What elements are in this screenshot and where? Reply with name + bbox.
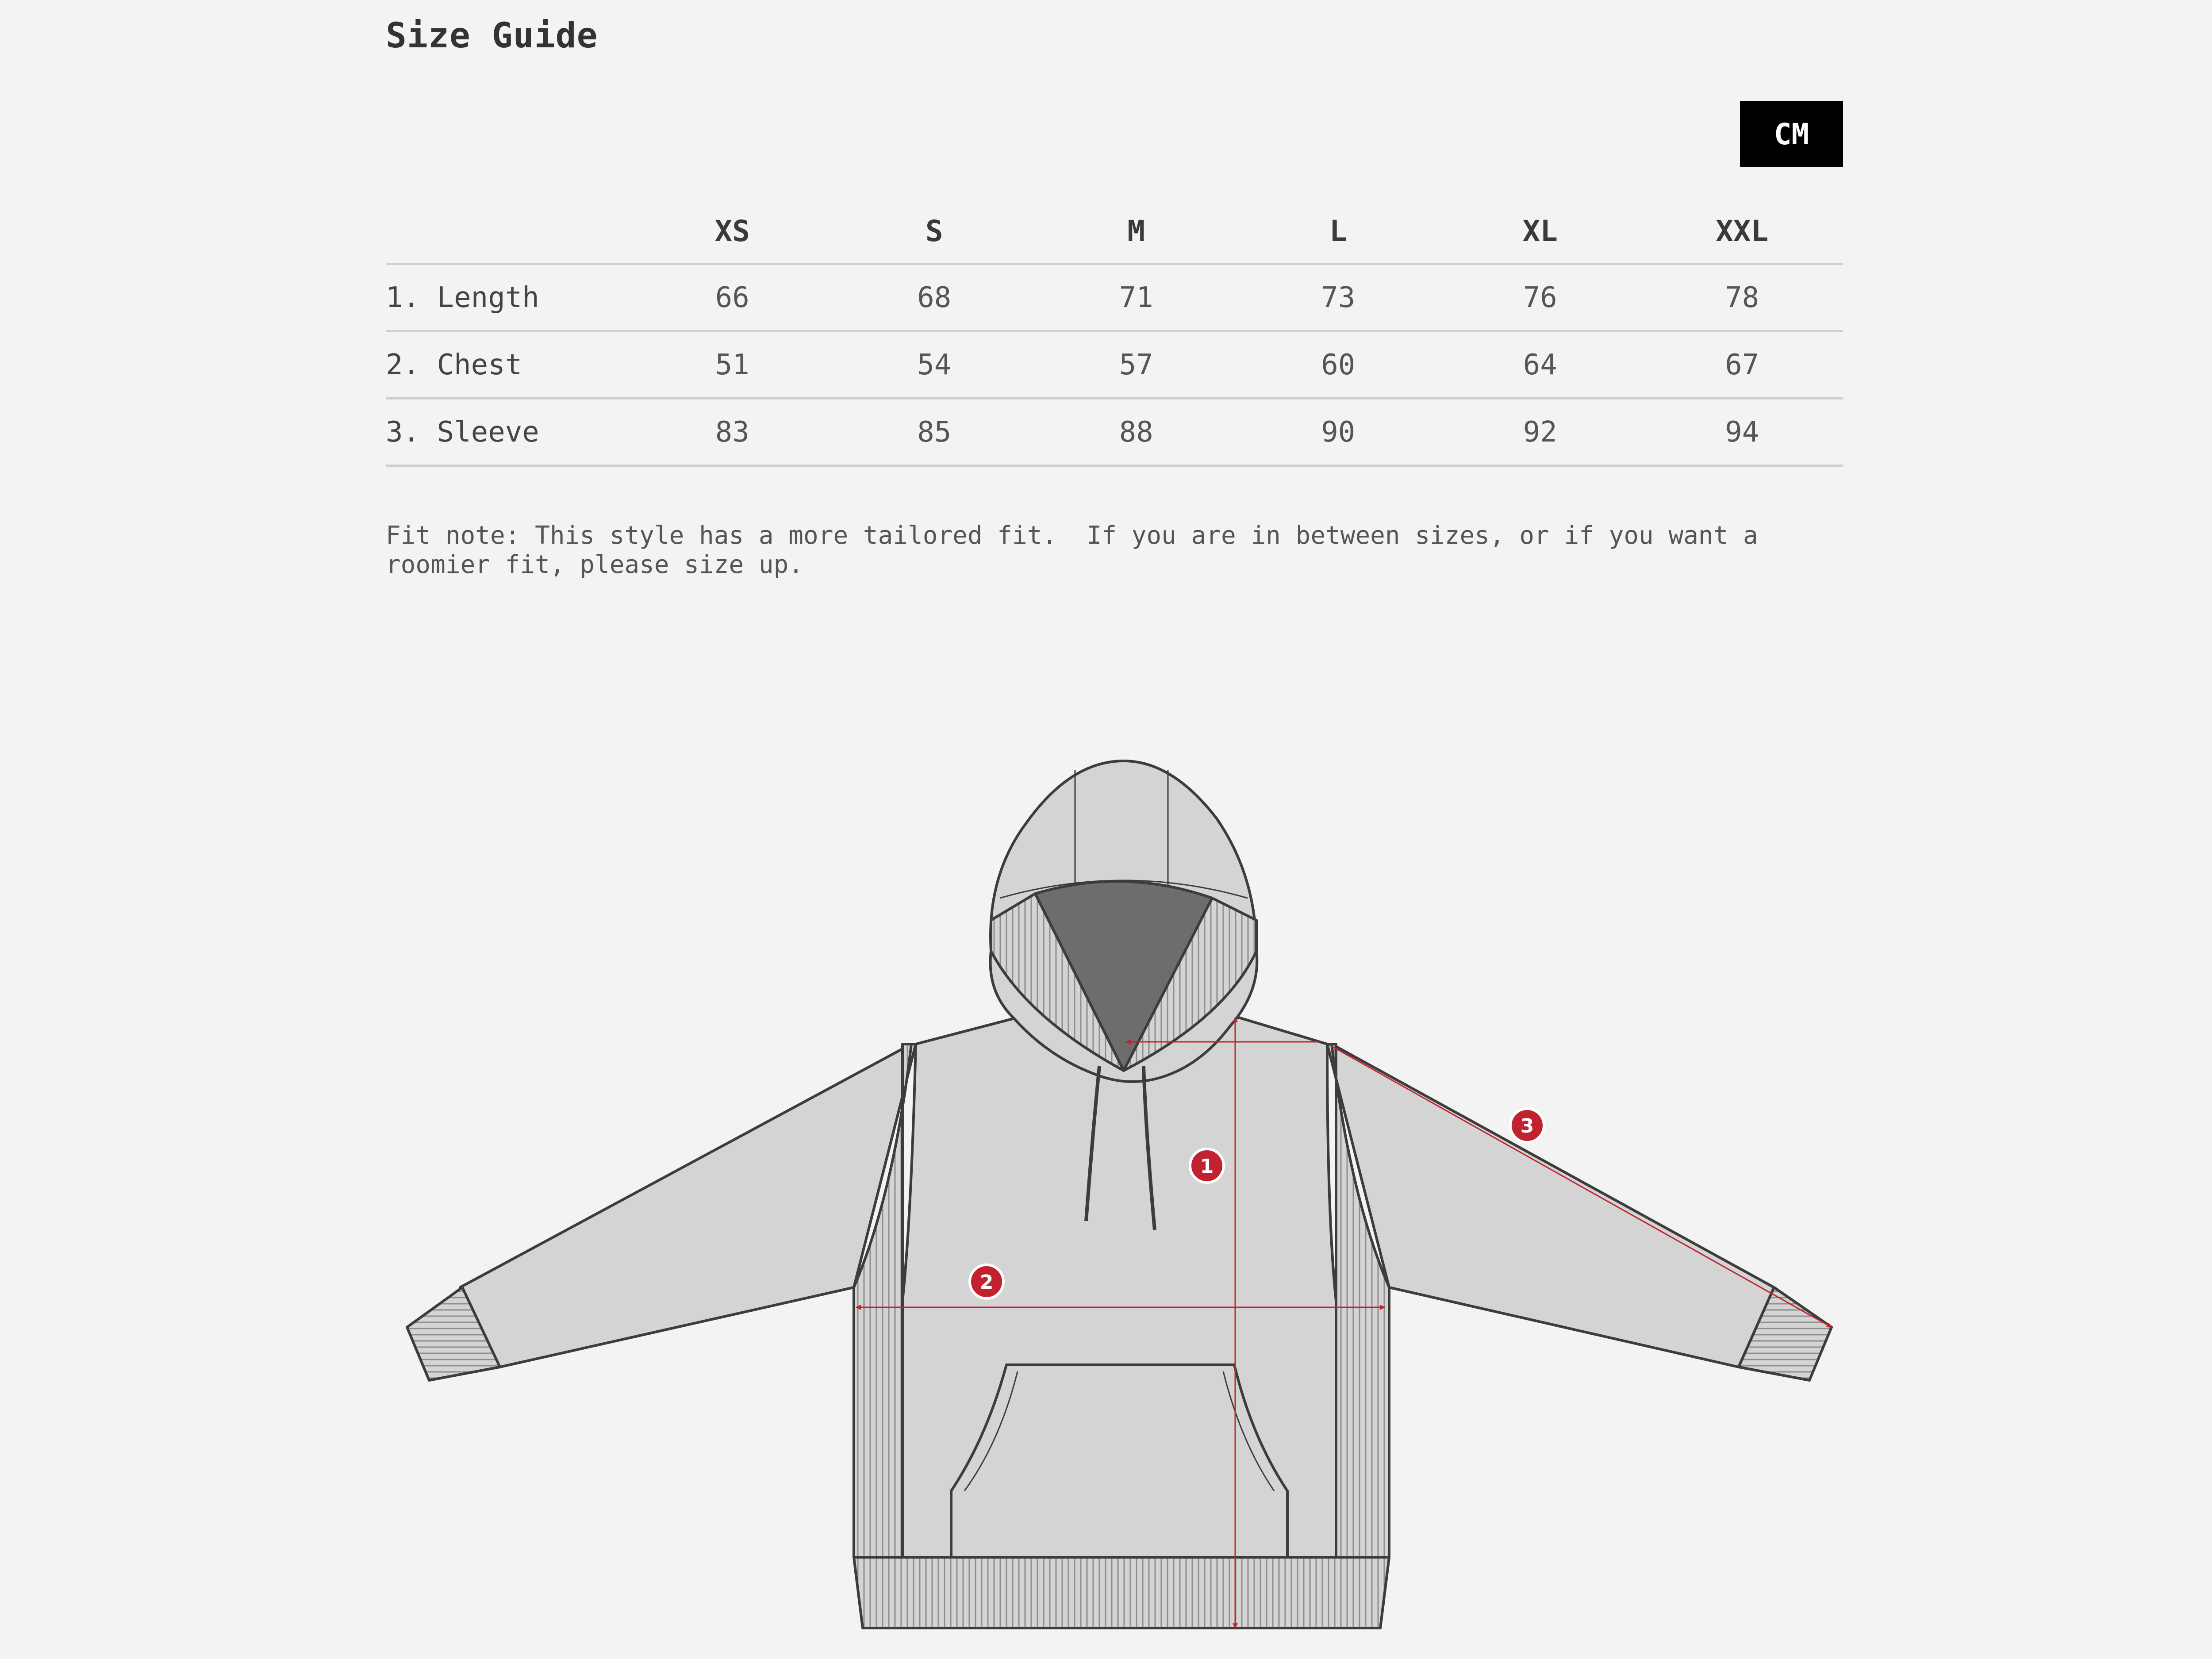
marker-number: 3 (1520, 1115, 1534, 1137)
table-cell: 66 (631, 264, 833, 331)
table-cell: 71 (1035, 264, 1237, 331)
size-header-l: L (1237, 199, 1440, 264)
kangaroo-pocket (951, 1365, 1287, 1557)
table-cell: 90 (1237, 399, 1440, 466)
table-cell: 83 (631, 399, 833, 466)
table-cell: 51 (631, 331, 833, 399)
row-label: 2. Chest (386, 331, 631, 399)
table-cell: 85 (833, 399, 1036, 466)
marker-number: 2 (979, 1271, 994, 1294)
unit-toggle-button[interactable]: CM (1740, 101, 1843, 167)
size-header-xl: XL (1439, 199, 1641, 264)
row-label: 1. Length (386, 264, 631, 331)
table-cell: 54 (833, 331, 1036, 399)
table-cell: 67 (1641, 331, 1843, 399)
size-header-xxl: XXL (1641, 199, 1843, 264)
table-cell: 92 (1439, 399, 1641, 466)
table-cell: 68 (833, 264, 1036, 331)
fit-note-line-1: Fit note: This style has a more tailored fit. If you are in between sizes, or if you want a (386, 521, 1758, 550)
size-header-s: S (833, 199, 1036, 264)
table-cell: 76 (1439, 264, 1641, 331)
table-cell: 64 (1439, 331, 1641, 399)
hem-band (854, 1557, 1389, 1628)
table-cell: 73 (1237, 264, 1440, 331)
measure-marker-1 (1190, 1149, 1224, 1183)
size-header-m: M (1035, 199, 1237, 264)
table-cell: 57 (1035, 331, 1237, 399)
marker-number: 1 (1200, 1155, 1214, 1178)
table-cell: 94 (1641, 399, 1843, 466)
measure-marker-3 (1510, 1109, 1544, 1142)
table-cell: 88 (1035, 399, 1237, 466)
fit-note-line-2: roomier fit, please size up. (386, 550, 804, 579)
left-sleeve (460, 1044, 916, 1367)
right-sleeve (1327, 1044, 1774, 1367)
page-title: Size Guide (386, 16, 598, 56)
table-cell: 60 (1237, 331, 1440, 399)
hoodie-illustration (407, 761, 1832, 1628)
size-header-xs: XS (631, 199, 833, 264)
row-label: 3. Sleeve (386, 399, 631, 466)
table-cell: 78 (1641, 264, 1843, 331)
measure-marker-2 (970, 1265, 1003, 1298)
